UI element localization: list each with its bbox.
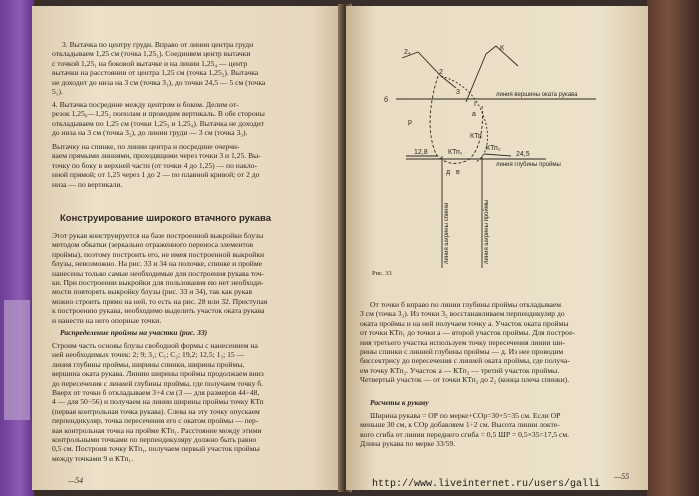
- label-d: д: [446, 169, 451, 176]
- figure-caption: Рис. 33: [372, 270, 392, 277]
- section-heading: Конструирование широкого втачного рукава: [60, 213, 271, 224]
- label-2: 2: [439, 69, 443, 76]
- pattern-figure: [346, 6, 648, 276]
- right-paragraph-1: От точки б вправо по линии глубины проймы откладываем 3 см (точка 3₂). Из точки 3₂ восстанавливаем перпендикуляр до оката проймы и на ней получаем точку а. Участок оката проймы от точки КТп₁ до точки а — второй участок проймы. Для построе- ния третьего участка используем точку пересечения линии ши- рины спинки с линией глубины проймы — д. Из нее проводим биссектрису до пересечения с линией оката проймы, где получа- ем точку КТп₂. Участок а — КТп₂ — третий участок проймы. Четвертый участок — от точки КТп₂ до 2₂ (конца плеча спинки).: [360, 300, 575, 385]
- left-paragraph-4: Этот рукав конструируется на базе построенной выкройки блузы методом обкатки (зеркально отраженного переноса элементов проймы), поэтому построить его, не имея построенной выкройки блузы, невозможно. На рис. 33 и 34 на полочке, спинке и пройме нанесены только самые необходимые для построения рукава точ- ки. При построении выкройки для пользования ею нет необходи- мости повторять выкройку блузы (рис. 33 и 34), так как рукав можно строить прямо на ней, то есть на рис. 28 или 32. Приступая к построению рукава, необходимо выделить участок оката рукава и нанести на него опорные точки.: [52, 231, 268, 325]
- cover-strip: [4, 300, 30, 420]
- book-cover-right: [647, 0, 699, 496]
- left-paragraph-1: 3. Вытачка по центру груди. Вправо от линии центра груди откладываем 1,25 см (точка 1,25₁). Соединяем центр вытачки с точкой 1,25₁ на боковой вытачке и на линии 1,25₄ — центр вытачки на расстоянии от центра 1,25 см (точка 1,25₂). Вытачка не доходит до низа на 3 см (точка 3₁), до точки 24,5 — 5 см (точка 5₁).: [52, 40, 266, 97]
- label-a: а: [472, 111, 476, 118]
- label-2-4: 2₄: [404, 49, 411, 56]
- label-24-5: 24,5: [516, 151, 530, 158]
- left-paragraph-3: Вытачку на спинке, по линии центра и посредине очерчи- ваем прямыми линиями, проходящими через точки 3 и 1,25. Вы- точку по боку в верхней части (от точки 4 до 1,25) — по накло- нной прямой; от 1,25 через 1 до 2 — по плавной кривой; от 2 до низа — по вертикали.: [52, 142, 261, 189]
- label-3: 3: [456, 89, 460, 96]
- book-cover-left: [0, 0, 34, 496]
- label-r: р: [408, 119, 412, 126]
- left-page: [32, 6, 344, 490]
- right-page: [346, 6, 648, 490]
- left-paragraph-2: 4. Вытачка посредине между центром и боком. Делим от- резок 1,25₀—1,25₂ пополам и проводим вертикаль. В обе стороны откладываем по 1,25 см (точки 1,25₃ и 1,25₄). Вытачка не доходит до низа на 3 см (точка 3₂), до линии груди — 3 см (точка 3₃).: [52, 100, 265, 138]
- page-number-left: —54: [68, 476, 84, 485]
- label-b: б: [384, 97, 389, 104]
- shoulder-line-left: [402, 52, 456, 88]
- watermark-url: http://www.liveinternet.ru/users/galli: [372, 479, 601, 490]
- left-paragraph-5: Строим часть основы блузы свободной формы с нанесением на ней необходимых точек: 2; 9; 3₁; C₁; C₂; 19,2; 12,5; 1₃; 15 — линия глубины проймы, ширины спинки, ширины проймы, вершина оката рукава. Линию ширины проймы продолжаем вниз до пересечения с линией глубины проймы, где получаем точку б. Вверх от точки б откладываем 3+4 см (3 — для размеров 44÷48, 4 — для 50÷56) и получаем на линии ширины проймы точку КТп (первая контрольная точка рукава). Слева на эту точку опускаем перпендикуляр, точка пересечения его с окатом проймы — пер- вая контрольная точка на пройме КТп₁. Расстояние между этими контрольными точками по перпендикуляру должно быть равно 0,5 см. Построив точку КТп₁, получаем первый участок проймы между точками 9 и КТп₁.: [52, 341, 264, 463]
- right-paragraph-2: Ширина рукава = ОР по мерке+СОр=30+5=35 см. Если ОР меньше 30 см, к СОр добавляем 1÷2 см. Высота линии локте- вого сгиба от линии переднего сгиба = 0,5 ШР = 0,5×35=17,5 см. Длина рукава по мерке 33/59.: [360, 411, 570, 449]
- label-ktp: КТп: [470, 133, 482, 140]
- label-bottom-line: линия глубины проймы: [496, 162, 561, 168]
- label-top-line: линия вершины оката рукава: [496, 92, 578, 98]
- right-subheading: Расчеты к рукаву: [370, 398, 429, 407]
- page-number-right: —55: [614, 472, 630, 481]
- left-subheading: Распределение проймы на участки (рис. 33): [60, 328, 208, 337]
- label-k: К: [500, 45, 505, 52]
- label-v: в: [456, 169, 460, 176]
- label-ktp2: КТп₂: [486, 145, 501, 152]
- label-armhole-width-vertical: линия ширины проймы: [484, 199, 490, 264]
- label-12-8: 12,8: [414, 149, 428, 156]
- label-back-width-vertical: линия ширины спинки: [444, 202, 450, 264]
- label-ktp1: КТп₁: [448, 149, 463, 156]
- label-i: I: [474, 101, 476, 108]
